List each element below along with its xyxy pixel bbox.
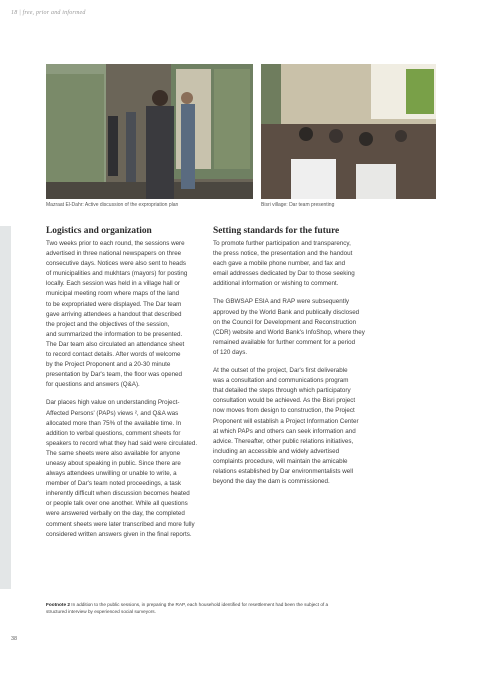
footnote	[46, 601, 438, 615]
body-paragraph: Dar places high value on understanding Project- Affected Persons' (PAPs) views ², and Q&A was allocated more than 75% of the available time. In addition to verbal questions, comment sheets for speakers to record what they had said were circulated. The same sheets were also available for anyone uneasy about speaking in public. Since there are always attendees unwilling or unable to write, a member of Dar's team noted proceedings, a task inherently difficult when discussion becomes heated or people talk over one another. While all questions were answered verbally on the day, the completed comment sheets were later transcribed and more fully considered written answers given in the final reports.	[46, 399, 198, 538]
body-paragraph: The GBWSAP ESIA and RAP were subsequently approved by the World Bank and publically disclosed on the Council for Development and Reconstruction (CDR) website and World Bank's InfoShop, where they remained available for further comment for a period of 120 days.	[213, 298, 365, 356]
photo-caption: Bisri village: Dar team presenting	[261, 202, 335, 208]
left-column	[46, 226, 212, 548]
body-paragraph: Two weeks prior to each round, the sessions were advertised in three national newspapers on three consecutive days. Notices were also sent to heads of municipalities and mukhtars (mayors) for posting locally. Each session was held in a village hall or municipal meeting room where maps of the land to be expropriated were displayed. The Dar team gave arriving attendees a handout that described the project and the objectives of the session, and summarized the information to be presented. The Dar team also circulated an attendance sheet to record contact details. After words of welcome by the Project Proponent and a 20-30 minute presentation by Dar's team, the floor was opened for questions and answers (Q&A).	[46, 240, 188, 389]
section-heading: Setting standards for the future	[213, 226, 340, 236]
body-paragraph: To promote further participation and transparency, the press notice, the presentation and the handout each gave a mobile phone number, and fax and email addresses dedicated by Dar to those seeking additional information or wishing to comment.	[213, 240, 355, 288]
footnote-label: Footnote 2	[46, 602, 70, 607]
photo-caption: Mazraat El-Dahr: Active discussion of the expropriation plan	[46, 202, 179, 208]
side-accent-bar	[0, 226, 11, 589]
photo-mazraat-el-dahr	[46, 64, 253, 199]
section-heading: Logistics and organization	[46, 226, 152, 236]
footnote-text: In addition to the public sessions, in preparing the RAP, each household identified for resettlement had been the subject of a structured interview by experienced social surveyors.	[46, 602, 329, 614]
page-number: 38	[11, 636, 18, 642]
running-head: 18 | free, prior and informed	[11, 10, 86, 16]
photo-bisri-village	[261, 64, 436, 199]
body-paragraph: At the outset of the project, Dar's first deliverable was a consultation and communications program that detailed the steps through which participatory consultation would be achieved. As the Bisri project now moves from design to construction, the Project Proponent will establish a Project Information Center at which PAPs and others can seek information and advice. Thereafter, other public relations initiatives, including an accessible and widely advertised complaints procedure, will maintain the amicable relations established by Dar environmentalists well beyond the day the dam is commissioned.	[213, 367, 359, 486]
right-column	[213, 226, 379, 495]
